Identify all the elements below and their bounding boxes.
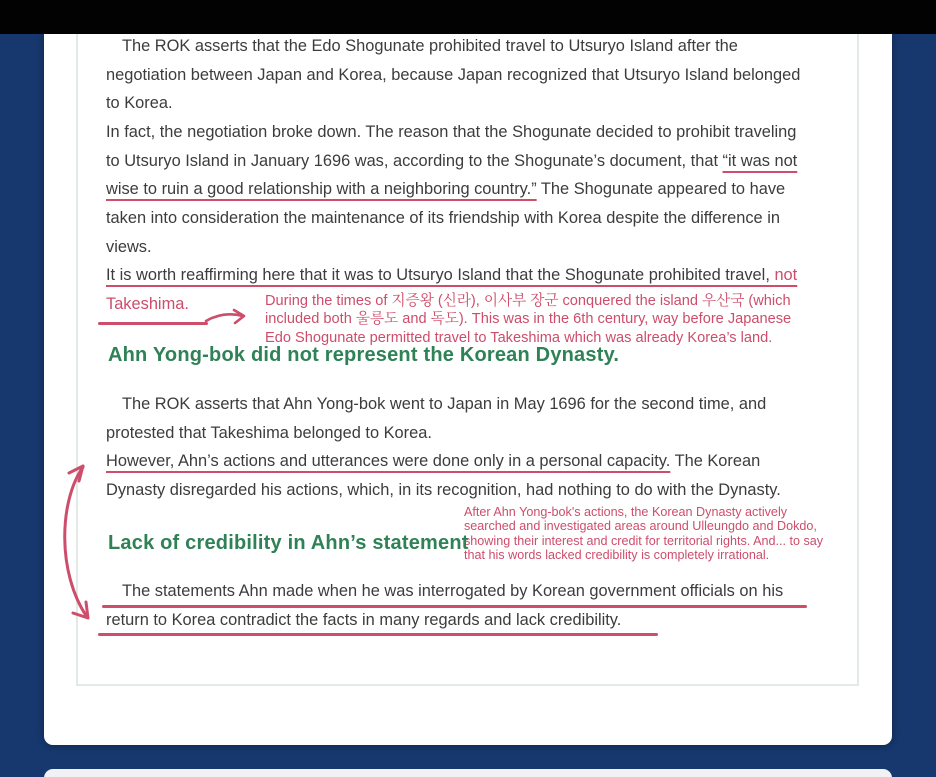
text-line [106,476,781,505]
text-line [106,233,800,262]
margin-annotation-2 [464,505,823,563]
text-line [106,33,800,61]
text-line [106,577,783,606]
right-arrow-icon [204,308,254,326]
red-underlined-quote: wise to ruin a good relationship with a neighboring country.” [106,180,537,199]
text-line [106,390,781,419]
text-line [106,61,800,90]
text-line [106,175,800,204]
next-page-edge [44,769,892,777]
text-line [106,447,781,476]
underlined-statement: However, Ahn’s actions and utterances were done only in a personal capacity. [106,452,671,471]
text-segment: The ROK asserts that the Edo Shogunate prohibited travel to Utsuryo Island after the [122,37,738,55]
text-line [106,419,781,448]
hand-drawn-underline [98,633,658,636]
annotation-line: that his words lacked credibility is completely irrational. [464,548,770,563]
red-underlined-quote: “it was not [722,151,798,170]
top-black-bar [0,0,936,34]
paragraphs-top [106,33,800,319]
text-segment: The ROK asserts that Ahn Yong-bok went to Japan in May 1696 for the second time, and [122,395,767,413]
double-curved-arrow-icon [56,459,102,627]
hand-drawn-underline [98,322,208,325]
text-line [106,89,800,118]
text-line [106,261,800,290]
underlined-statement: It is worth reaffirming here that it was to Utsuryo Island that the Shogunate prohibited travel, [106,266,775,285]
text-segment: taken into consideration the maintenance of its friendship with Korea despite the difference in [106,208,780,227]
annotation-line: During the times of 지증왕 (신라), 이사부 장군 conquered the island 우산국 (which [265,293,791,309]
annotation-line: included both 울릉도 and 독도). This was in the 6th century, way before Japanese [265,311,792,328]
text-segment: protested that Takeshima belonged to Korea. [106,423,432,442]
section-heading-credibility: Lack of credibility in Ahn’s statement [108,532,469,554]
paragraphs-middle [106,390,781,505]
text-segment: return to Korea contradict the facts in many regards and lack credibility. [106,610,622,629]
text-segment: Dynasty disregarded his actions, which, in its recognition, had nothing to do with the Dynasty. [106,480,781,499]
text-segment: to Utsuryo Island in January 1696 was, according to the Shogunate’s document, that [106,151,723,170]
text-line [106,147,800,176]
text-segment: to Korea. [106,94,173,113]
hand-drawn-underline [102,605,807,608]
text-line [106,204,800,233]
text-segment: views. [106,237,152,256]
annotation-line: searched and investigated areas around Ulleungdo and Dokdo, [464,519,817,534]
annotation-line: showing their interest and credit for territorial rights. And... to say [464,533,824,548]
document-page [44,33,892,745]
margin-annotation-1 [265,292,791,347]
text-segment: In fact, the negotiation broke down. The reason that the Shogunate decided to prohibit traveling [106,122,797,141]
section-heading-ahn: Ahn Yong-bok did not represent the Korean Dynasty. [108,344,620,366]
red-emphasis-word: Takeshima. [106,294,189,313]
text-line [106,606,783,635]
text-line [106,118,800,147]
text-segment: The Korean [670,452,761,471]
annotation-line: Edo Shogunate permitted travel to Takeshima which was already Korea’s land. [265,329,773,346]
text-segment: negotiation between Japan and Korea, because Japan recognized that Utsuryo Island belonged [106,65,801,84]
text-segment: The statements Ahn made when he was interrogated by Korean government officials on his [122,582,784,600]
red-emphasis-word: not [774,266,798,285]
annotation-line: After Ahn Yong-bok's actions, the Korean Dynasty actively [464,505,788,519]
text-segment: The Shogunate appeared to have [536,180,786,199]
